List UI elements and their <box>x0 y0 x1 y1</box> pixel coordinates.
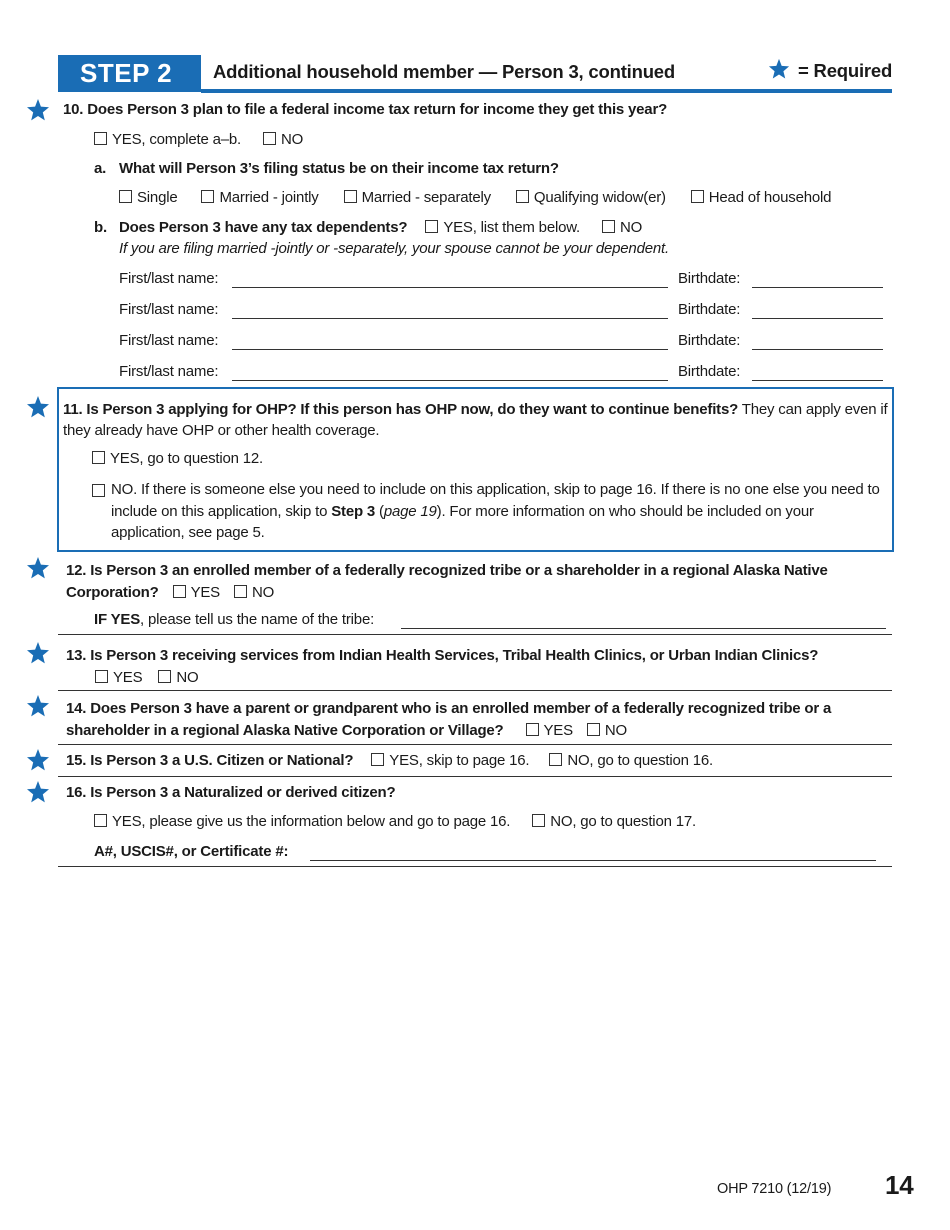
page-number: 14 <box>885 1170 914 1200</box>
q10-no-checkbox[interactable]: NO <box>263 131 303 148</box>
filing-status-married-separately[interactable]: Married - separately <box>344 189 491 206</box>
checkbox-icon[interactable] <box>371 753 384 766</box>
birthdate-input[interactable] <box>752 287 883 288</box>
birthdate-input[interactable] <box>752 380 883 381</box>
name-label: First/last name: <box>119 363 219 380</box>
checkbox-icon[interactable] <box>173 585 186 598</box>
question-14: 14. Does Person 3 have a parent or grandparent who is an enrolled member of a federally recognized tribe or a shareholder in a regional Alaska Native Corporation or Village? YES NO <box>66 698 886 741</box>
required-star-icon <box>26 780 50 804</box>
required-star-icon <box>26 694 50 718</box>
name-label: First/last name: <box>119 270 219 287</box>
required-star-icon <box>26 395 50 419</box>
required-star-icon <box>768 58 790 80</box>
q12-no-checkbox[interactable]: NO <box>234 582 274 604</box>
name-label: First/last name: <box>119 332 219 349</box>
q10-yes-checkbox[interactable]: YES, complete a–b. <box>94 131 241 148</box>
checkbox-icon[interactable] <box>602 220 615 233</box>
step-label: STEP 2 <box>80 58 173 88</box>
divider <box>58 690 892 691</box>
checkbox-icon[interactable] <box>158 670 171 683</box>
name-input[interactable] <box>232 349 668 350</box>
required-legend: = Required <box>798 60 893 81</box>
checkbox-icon[interactable] <box>92 451 105 464</box>
form-id: OHP 7210 (12/19) <box>717 1181 832 1197</box>
q12-yes-checkbox[interactable]: YES <box>173 582 220 604</box>
section-title: Additional household member — Person 3, continued <box>213 61 675 82</box>
divider <box>58 744 892 745</box>
question-10: 10. Does Person 3 plan to file a federal income tax return for income they get this year? <box>63 101 668 118</box>
q10b-question: Does Person 3 have any tax dependents? <box>119 219 408 236</box>
question-15: 15. Is Person 3 a U.S. Citizen or National? YES, skip to page 16. NO, go to question 16. <box>66 752 714 769</box>
q16-no-checkbox[interactable]: NO, go to question 17. <box>532 813 696 830</box>
q10a-letter: a. <box>94 160 107 177</box>
required-star-icon <box>26 641 50 665</box>
filing-status-single[interactable]: Single <box>119 189 178 206</box>
divider <box>58 866 892 867</box>
birthdate-label: Birthdate: <box>678 270 741 287</box>
id-number-input[interactable] <box>310 860 876 861</box>
birthdate-label: Birthdate: <box>678 363 741 380</box>
checkbox-icon[interactable] <box>94 132 107 145</box>
question-11: 11. Is Person 3 applying for OHP? If this person has OHP now, do they want to continue benefits? They can apply even if they already have OHP or other health coverage. <box>63 401 888 439</box>
tribe-name-label: IF YES, please tell us the name of the tribe: <box>94 611 375 628</box>
required-star-icon <box>26 556 50 580</box>
q11-yes-checkbox[interactable]: YES, go to question 12. <box>92 450 263 467</box>
checkbox-icon[interactable] <box>549 753 562 766</box>
required-star-icon <box>26 98 50 122</box>
q15-no-checkbox[interactable]: NO, go to question 16. <box>549 752 713 769</box>
divider <box>58 634 892 635</box>
q10b-letter: b. <box>94 219 107 236</box>
name-input[interactable] <box>232 318 668 319</box>
checkbox-icon[interactable] <box>516 190 529 203</box>
checkbox-icon[interactable] <box>201 190 214 203</box>
checkbox-icon[interactable] <box>587 723 600 736</box>
question-12: 12. Is Person 3 an enrolled member of a federally recognized tribe or a shareholder in a regional Alaska Native Corporation? YES NO <box>66 560 856 603</box>
filing-status-qualifying-widow[interactable]: Qualifying widow(er) <box>516 189 666 206</box>
question-13: 13. Is Person 3 receiving services from Indian Health Services, Tribal Health Clinics, or Urban Indian Clinics? YES NO <box>66 645 886 688</box>
checkbox-icon[interactable] <box>119 190 132 203</box>
divider <box>58 776 892 777</box>
birthdate-input[interactable] <box>752 318 883 319</box>
q10b-no-checkbox[interactable]: NO <box>602 219 642 236</box>
q16-yes-checkbox[interactable]: YES, please give us the information below and go to page 16. <box>94 813 510 830</box>
q10b-yes-checkbox[interactable]: YES, list them below. <box>425 219 580 236</box>
birthdate-input[interactable] <box>752 349 883 350</box>
birthdate-label: Birthdate: <box>678 332 741 349</box>
checkbox-icon[interactable] <box>532 814 545 827</box>
filing-status-married-jointly[interactable]: Married - jointly <box>201 189 318 206</box>
checkbox-icon[interactable] <box>691 190 704 203</box>
checkbox-icon[interactable] <box>92 484 105 497</box>
q14-yes-checkbox[interactable]: YES <box>526 720 573 742</box>
name-input[interactable] <box>232 287 668 288</box>
checkbox-icon[interactable] <box>263 132 276 145</box>
id-number-label: A#, USCIS#, or Certificate #: <box>94 843 289 860</box>
name-label: First/last name: <box>119 301 219 318</box>
q14-no-checkbox[interactable]: NO <box>587 720 627 742</box>
birthdate-label: Birthdate: <box>678 301 741 318</box>
q15-yes-checkbox[interactable]: YES, skip to page 16. <box>371 752 529 769</box>
q10a-question: What will Person 3’s filing status be on their income tax return? <box>119 160 559 177</box>
checkbox-icon[interactable] <box>234 585 247 598</box>
q13-no-checkbox[interactable]: NO <box>158 667 198 689</box>
filing-status-options <box>119 189 831 206</box>
question-16: 16. Is Person 3 a Naturalized or derived citizen? <box>66 784 396 801</box>
checkbox-icon[interactable] <box>94 814 107 827</box>
header-rule <box>201 89 892 93</box>
checkbox-icon[interactable] <box>526 723 539 736</box>
filing-status-head-of-household[interactable]: Head of household <box>691 189 832 206</box>
dependent-note: If you are filing married -jointly or -separately, your spouse cannot be your dependent. <box>119 240 669 257</box>
tribe-name-input[interactable] <box>401 628 886 629</box>
checkbox-icon[interactable] <box>344 190 357 203</box>
q13-yes-checkbox[interactable]: YES <box>95 667 142 689</box>
checkbox-icon[interactable] <box>95 670 108 683</box>
required-star-icon <box>26 748 50 772</box>
name-input[interactable] <box>232 380 668 381</box>
q11-no-checkbox[interactable]: NO. If there is someone else you need to include on this application, skip to page 16. If there is no one else you need to include on this application, skip to Step 3 (page 19). For more information on who should be included on your application, see page 5. <box>92 479 888 544</box>
checkbox-icon[interactable] <box>425 220 438 233</box>
